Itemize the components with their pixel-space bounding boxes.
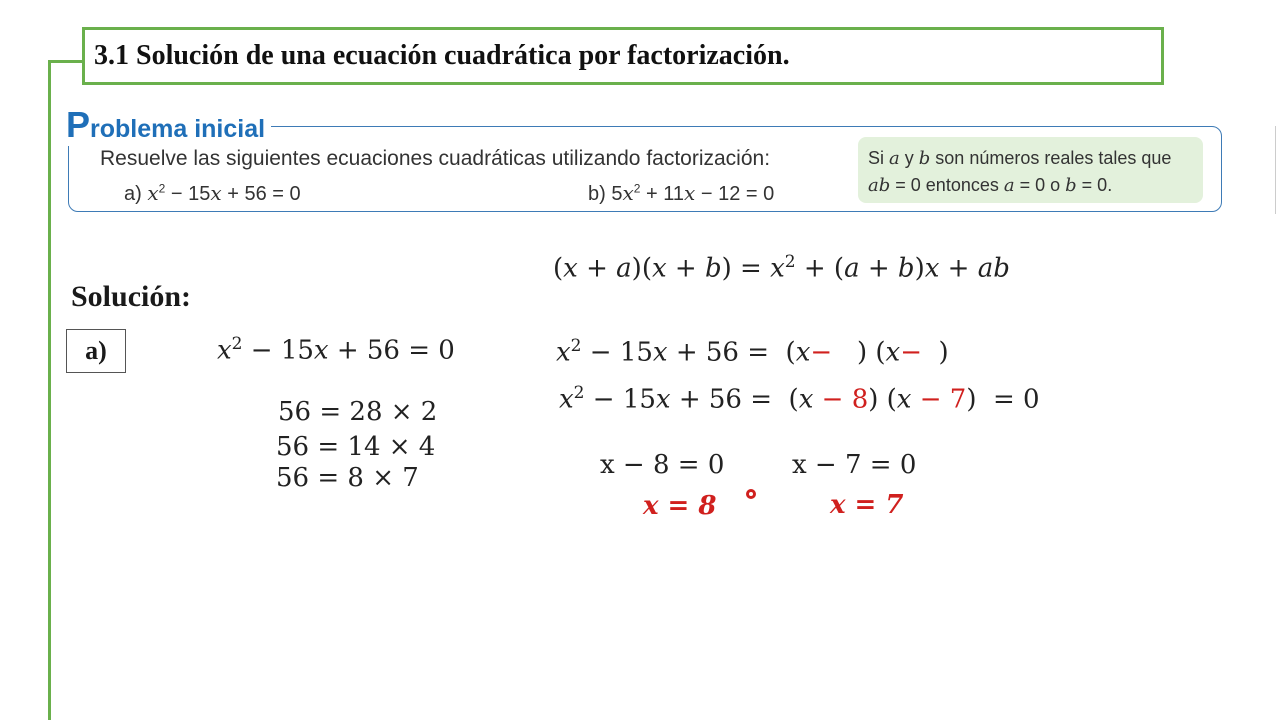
zero-factor-1: x − 8 = 0 xyxy=(600,450,725,480)
factor-pair-2: 56 = 14 × 4 xyxy=(276,432,436,462)
problem-heading xyxy=(64,104,271,146)
hint-box: Si a y b son números reales tales que ab = 0 entonces a = 0 o b = 0. xyxy=(858,137,1203,203)
factored-equation: $x^2 - 15x + 56 = (x - 8) (x - 7) = 0$ xyxy=(559,383,1040,415)
factoring-template: $x^2 - 15x + 56 = (x-$ ) (x− ) xyxy=(556,336,949,368)
page-title: 3.1 Solución de una ecuación cuadrática por factorización. xyxy=(94,40,790,71)
right-edge-artifact xyxy=(1275,126,1280,214)
equation-a-label: a) xyxy=(124,183,142,205)
factor-pair-3: 56 = 8 × 7 xyxy=(276,463,419,493)
root-7: x = 7 xyxy=(830,490,904,520)
problem-heading-rest: roblema inicial xyxy=(90,115,266,143)
problem-heading-initial: P xyxy=(66,104,91,145)
equation-a: a) $x^2 - 15x + 56 = 0$ xyxy=(124,181,301,205)
factor-pair-1: 56 = 28 × 2 xyxy=(278,397,438,427)
frame-connector-line xyxy=(48,60,84,63)
problem-instruction: Resuelve las siguientes ecuaciones cuadráticas utilizando factorización: xyxy=(100,147,771,170)
equation-b: b) $5x^2 + 11x - 12 = 0$ xyxy=(588,181,775,205)
part-a-label: a) xyxy=(66,329,126,373)
equation-b-label: b) xyxy=(588,183,606,205)
equation-main: $x^2 - 15x + 56 = 0$ xyxy=(217,334,455,366)
solution-heading: Solución: xyxy=(71,280,192,313)
left-frame-line xyxy=(48,60,51,720)
zero-factor-2: x − 7 = 0 xyxy=(792,450,917,480)
root-8: x = 8 xyxy=(643,491,717,521)
factoring-identity: $(x + a)(x + b) = x^2 + (a + b)x$ + ab xyxy=(553,252,1010,284)
pointer-dot-icon xyxy=(746,489,756,499)
